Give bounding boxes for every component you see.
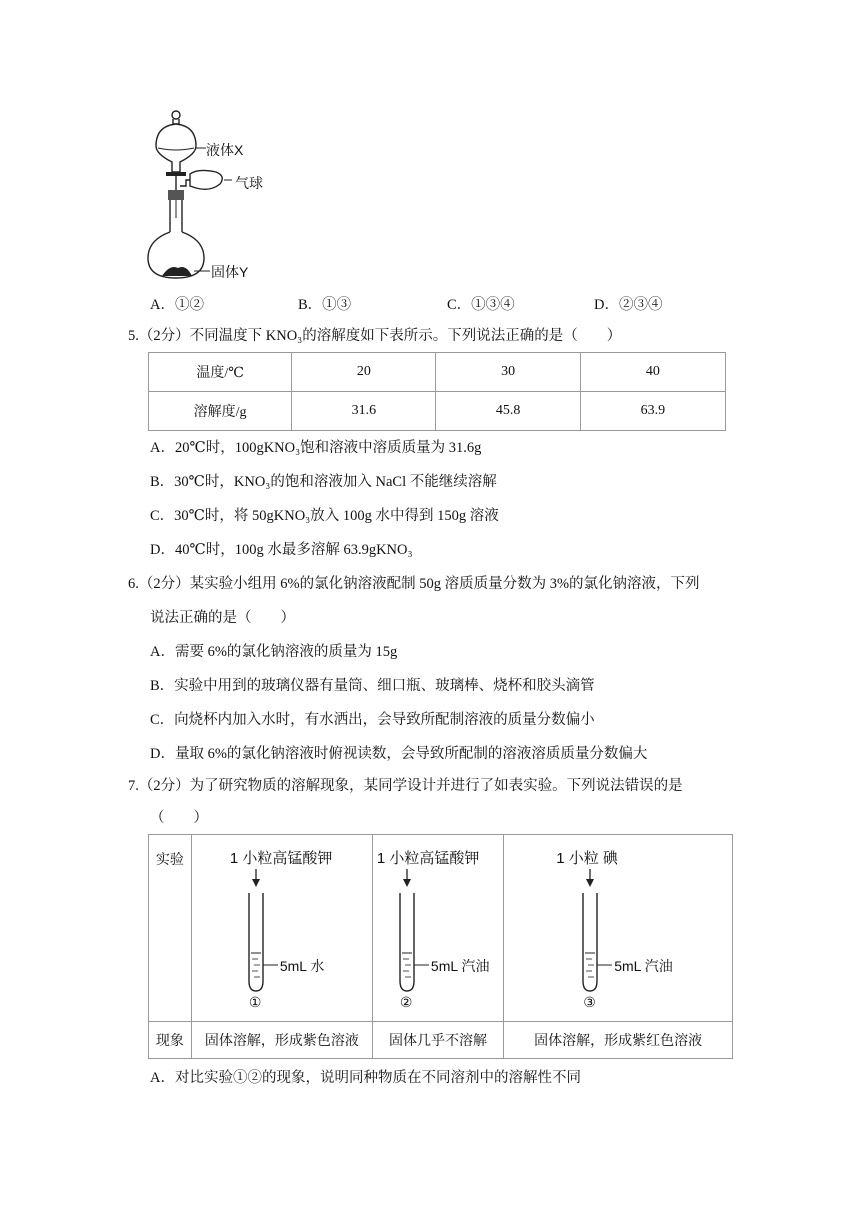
solvent-label: 5mL 汽油: [614, 958, 673, 974]
q5-option-d: D．40℃时，100g 水最多溶解 63.9gKNO₃: [150, 542, 413, 558]
q6-option-a: A．需要 6%的氯化钠溶液的质量为 15g: [150, 644, 398, 660]
experiment-number: ③: [583, 996, 596, 1011]
experiment-number: ①: [248, 996, 262, 1011]
solvent-label: 5mL 汽油: [430, 958, 490, 974]
q7-stem-line2: （ ）: [150, 810, 208, 826]
table-cell: 30: [436, 353, 580, 392]
q5-option-a: A．20℃时，100gKNO₃饱和溶液中溶质质量为 31.6g: [150, 440, 482, 456]
q6-stem-line2: 说法正确的是（ ）: [150, 610, 295, 626]
q5-option-c: C．30℃时，将 50gKNO₃放入 100g 水中得到 150g 溶液: [150, 508, 499, 524]
table-cell: 45.8: [436, 392, 580, 431]
apparatus-figure: [140, 108, 280, 284]
solute-label: 1 小粒 碘: [556, 850, 618, 867]
q6-stem-line1: 6.（2分）某实验小组用 6%的氯化钠溶液配制 50g 溶质质量分数为 3%的氯化钠溶液，下列: [128, 576, 700, 592]
experiment-1-cell: [191, 835, 372, 1022]
observation-cell: 固体溶解，形成紫色溶液: [191, 1022, 372, 1059]
experiment-2-cell: [372, 835, 503, 1022]
table-cell: 温度/℃: [149, 353, 292, 392]
q4-option-b: B．①③: [298, 297, 352, 313]
q5-stem: 5.（2分）不同温度下 KNO₃的溶解度如下表所示。下列说法正确的是（ ）: [128, 328, 622, 344]
experiment-number: ②: [399, 996, 413, 1011]
test-tube-1-icon: [192, 835, 373, 1021]
label-solid-y: 固体Y: [211, 264, 249, 280]
q6-option-b: B．实验中用到的玻璃仪器有量筒、细口瓶、玻璃棒、烧杯和胶头滴管: [150, 678, 595, 694]
solvent-label: 5mL 水: [279, 958, 325, 974]
experiment-table: [148, 834, 733, 1059]
solute-label: 1 小粒高锰酸钾: [229, 850, 333, 867]
row-label-observation: 现象: [149, 1022, 192, 1059]
solubility-table: [148, 352, 726, 431]
solute-label: 1 小粒高锰酸钾: [376, 850, 480, 867]
test-tube-3-icon: [504, 835, 733, 1021]
q5-option-b: B．30℃时，KNO₃的饱和溶液加入 NaCl 不能继续溶解: [150, 474, 497, 490]
q7-stem-line1: 7.（2分）为了研究物质的溶解现象，某同学设计并进行了如表实验。下列说法错误的是: [128, 778, 683, 794]
row-label-experiment: 实验: [149, 835, 192, 1022]
q4-option-a: A．①②: [150, 297, 204, 313]
observation-cell: 固体几乎不溶解: [372, 1022, 503, 1059]
q4-option-d: D．②③④: [594, 297, 663, 313]
q7-option-a: A．对比实验①②的现象，说明同种物质在不同溶剂中的溶解性不同: [150, 1070, 581, 1086]
table-cell: 40: [580, 353, 725, 392]
table-cell: 20: [292, 353, 436, 392]
test-tube-2-icon: [373, 835, 504, 1021]
table-cell: 63.9: [580, 392, 725, 431]
label-balloon: 气球: [235, 175, 263, 191]
apparatus-drawing: [140, 108, 280, 284]
table-cell: 31.6: [292, 392, 436, 431]
q6-option-c: C．向烧杯内加入水时，有水洒出，会导致所配制溶液的质量分数偏小: [150, 712, 595, 728]
table-cell: 溶解度/g: [149, 392, 292, 431]
q6-option-d: D．量取 6%的氯化钠溶液时俯视读数，会导致所配制的溶液溶质质量分数偏大: [150, 746, 648, 762]
observation-cell: 固体溶解，形成紫红色溶液: [504, 1022, 733, 1059]
q4-option-c: C．①③④: [447, 297, 515, 313]
label-liquid-x: 液体X: [206, 142, 244, 158]
experiment-3-cell: [504, 835, 733, 1022]
